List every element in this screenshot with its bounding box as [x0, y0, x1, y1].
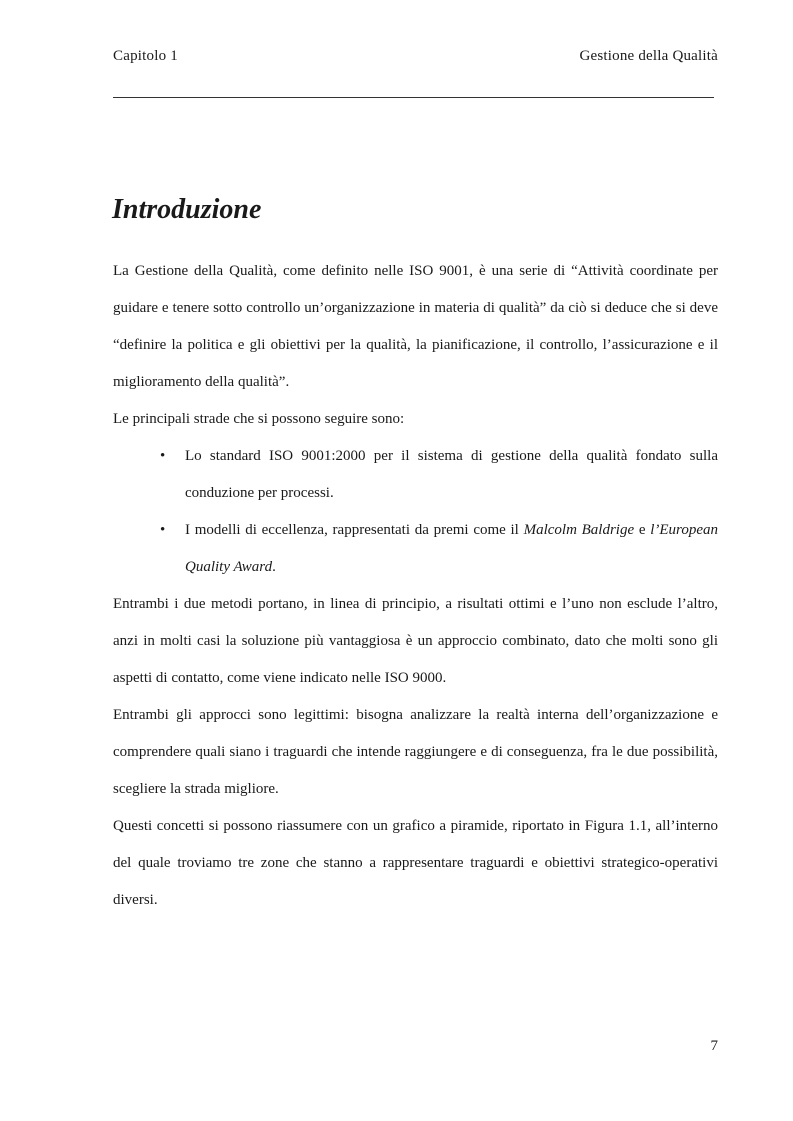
list-item-text: Lo standard ISO 9001:2000 per il sistema di gestione della qualità fondato sulla conduzione per processi.: [185, 448, 718, 501]
paragraph-definition: La Gestione della Qualità, come definito nelle ISO 9001, è una serie di “Attività coordinate per guidare e tenere sotto controllo un’organizzazione in materia di qualità” da ciò si deduce che si deve “definire la politica e gli obiettivi per la qualità, la pianificazione, il controllo, l’assicurazione e il miglioramento della qualità”.: [113, 263, 718, 390]
paragraph-pyramid: Questi concetti si possono riassumere con un grafico a piramide, riportato in Figura 1.1, all’interno del quale troviamo tre zone che stanno a rappresentare traguardi e obiettivi strategico-operativi diversi.: [113, 818, 718, 908]
list-item-conjunction: e: [634, 522, 651, 538]
award-name-european-quality-award: l’European Quality Award: [185, 522, 718, 575]
list-item-end: .: [272, 559, 276, 575]
list-item: [113, 438, 718, 512]
running-header-section: Gestione della Qualità: [579, 48, 718, 64]
paragraph-paths-intro: Le principali strade che si possono seguire sono:: [113, 411, 405, 427]
paragraph-methods: Entrambi i due metodi portano, in linea di principio, a risultati ottimi e l’uno non esclude l’altro, anzi in molti casi la soluzione più vantaggiosa è un approccio combinato, dato che molti sono gli aspetti di contatto, come viene indicato nelle ISO 9000.: [113, 596, 718, 686]
running-header-chapter: Capitolo 1: [113, 48, 178, 64]
page-number: 7: [710, 1038, 718, 1054]
bullet-icon: •: [160, 448, 166, 464]
body-text: [113, 253, 718, 919]
paragraph-approaches: Entrambi gli approcci sono legittimi: bisogna analizzare la realtà interna dell’organizzazione e comprendere quali siano i traguardi che intende raggiungere e di conseguenza, fra le due possibilità, scegliere la strada migliore.: [113, 707, 718, 797]
bullet-icon: •: [160, 522, 166, 538]
section-title: Introduzione: [112, 194, 262, 225]
header-rule: [113, 97, 714, 98]
list-item: [113, 512, 718, 586]
paths-list: [113, 438, 718, 586]
list-item-text: I modelli di eccellenza, rappresentati da premi come il: [185, 522, 524, 538]
award-name-malcolm-baldrige: Malcolm Baldrige: [523, 522, 635, 538]
